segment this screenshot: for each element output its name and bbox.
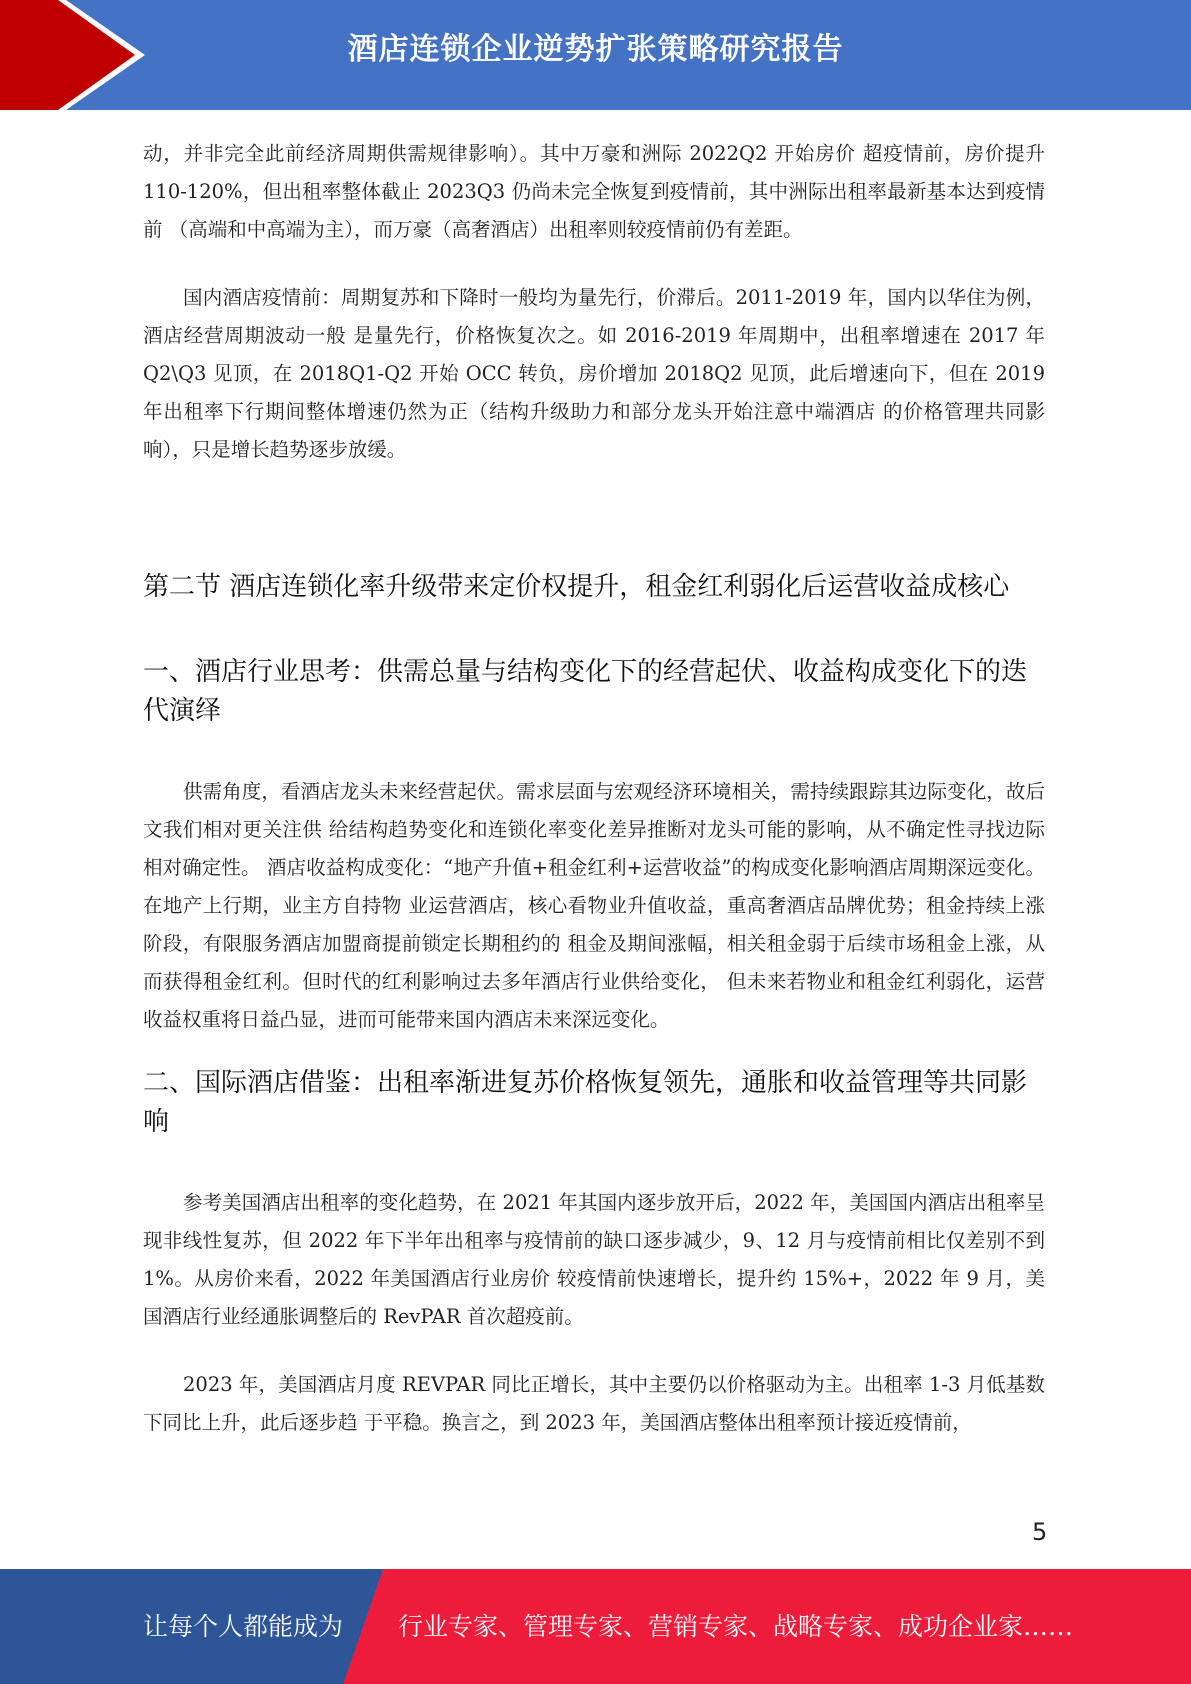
section-title: 第二节 酒店连锁化率升级带来定价权提升，租金红利弱化后运营收益成核心 <box>143 572 1010 602</box>
footer-slogan-left: 让每个人都能成为 <box>143 1612 344 1641</box>
paragraph-supply-demand: 供需角度，看酒店龙头未来经营起伏。需求层面与宏观经济环境相关，需持续跟踪其边际变化，故后文我们相对更关注供 给结构趋势变化和连锁化率变化差异推断对龙头可能的影响，从不确定性寻找边际相对确定性。 酒店收益构成变化：“地产升值+租金红利+运营收益”的构成变化影响酒店周期深远变化。在地产上行期，业主方自持物 业运营酒店，核心看物业升值收益，重高奢酒店品牌优势；租金持续上涨阶段，有限服务酒店加盟商提前锁定长期租约的 租金及期间涨幅，相关租金弱于后续市场租金上涨，从而获得租金红利。但时代的红利影响过去多年酒店行业供给变化， 但未来若物业和租金红利弱化，运营收益权重将日益凸显，进而可能带来国内酒店未来深远变化。 <box>143 780 1045 1031</box>
paragraph-us-occupancy: 参考美国酒店出租率的变化趋势，在 2021 年其国内逐步放开后，2022 年，美国国内酒店出租率呈现非线性复苏，但 2022 年下半年出租率与疫情前的缺口逐步减少，9、12 月与疫情前相比仅差别不到 1%。从房价来看，2022 年美国酒店行业房价 较疫情前快速增长，提升约 15%+，2022 年 9 月，美国酒店行业经通胀调整后的 RevPAR 首次超疫前。 <box>143 1191 1045 1328</box>
page-header <box>0 0 1191 110</box>
page-number: 5 <box>1032 1518 1048 1546</box>
subsection-heading-2: 二、国际酒店借鉴：出租率渐进复苏价格恢复领先，通胀和收益管理等共同影响 <box>143 1068 1028 1137</box>
page-footer <box>0 1569 1191 1684</box>
paragraph-domestic-hotels: 国内酒店疫情前：周期复苏和下降时一般均为量先行，价滞后。2011-2019 年，国内以华住为例，酒店经营周期波动一般 是量先行，价格恢复次之。如 2016-2019 年周期中，出租率增速在 2017 年 Q2\Q3 见顶，在 2018Q1-Q2 开始 OCC 转负，房价增加 2018Q2 见顶，此后增速向下，但在 2019 年出租率下行期间整体增速仍然为正（结构升级助力和部分龙头开始注意中端酒店 的价格管理共同影响），只是增长趋势逐步放缓。 <box>143 286 1045 461</box>
document-body <box>143 135 1045 1442</box>
paragraph-continued: 动，并非完全此前经济周期供需规律影响）。其中万豪和洲际 2022Q2 开始房价 超疫情前，房价提升 110-120%，但出租率整体截止 2023Q3 仍尚未完全恢复到疫情前，其中洲际出租率最新基本达到疫情前 （高端和中高端为主），而万豪（高奢酒店）出租率则较疫情前仍有差距。 <box>143 142 1045 241</box>
report-title: 酒店连锁企业逆势扩张策略研究报告 <box>347 32 844 67</box>
paragraph-us-2023: 2023 年，美国酒店月度 REVPAR 同比正增长，其中主要仍以价格驱动为主。出租率 1-3 月低基数下同比上升，此后逐步趋 于平稳。换言之，到 2023 年，美国酒店整体出租率预计接近疫情前， <box>143 1373 1045 1434</box>
footer-slogan-right: 行业专家、管理专家、营销专家、战略专家、成功企业家…… <box>398 1612 1074 1641</box>
subsection-heading-1: 一、酒店行业思考：供需总量与结构变化下的经营起伏、收益构成变化下的迭代演绎 <box>143 657 1028 726</box>
